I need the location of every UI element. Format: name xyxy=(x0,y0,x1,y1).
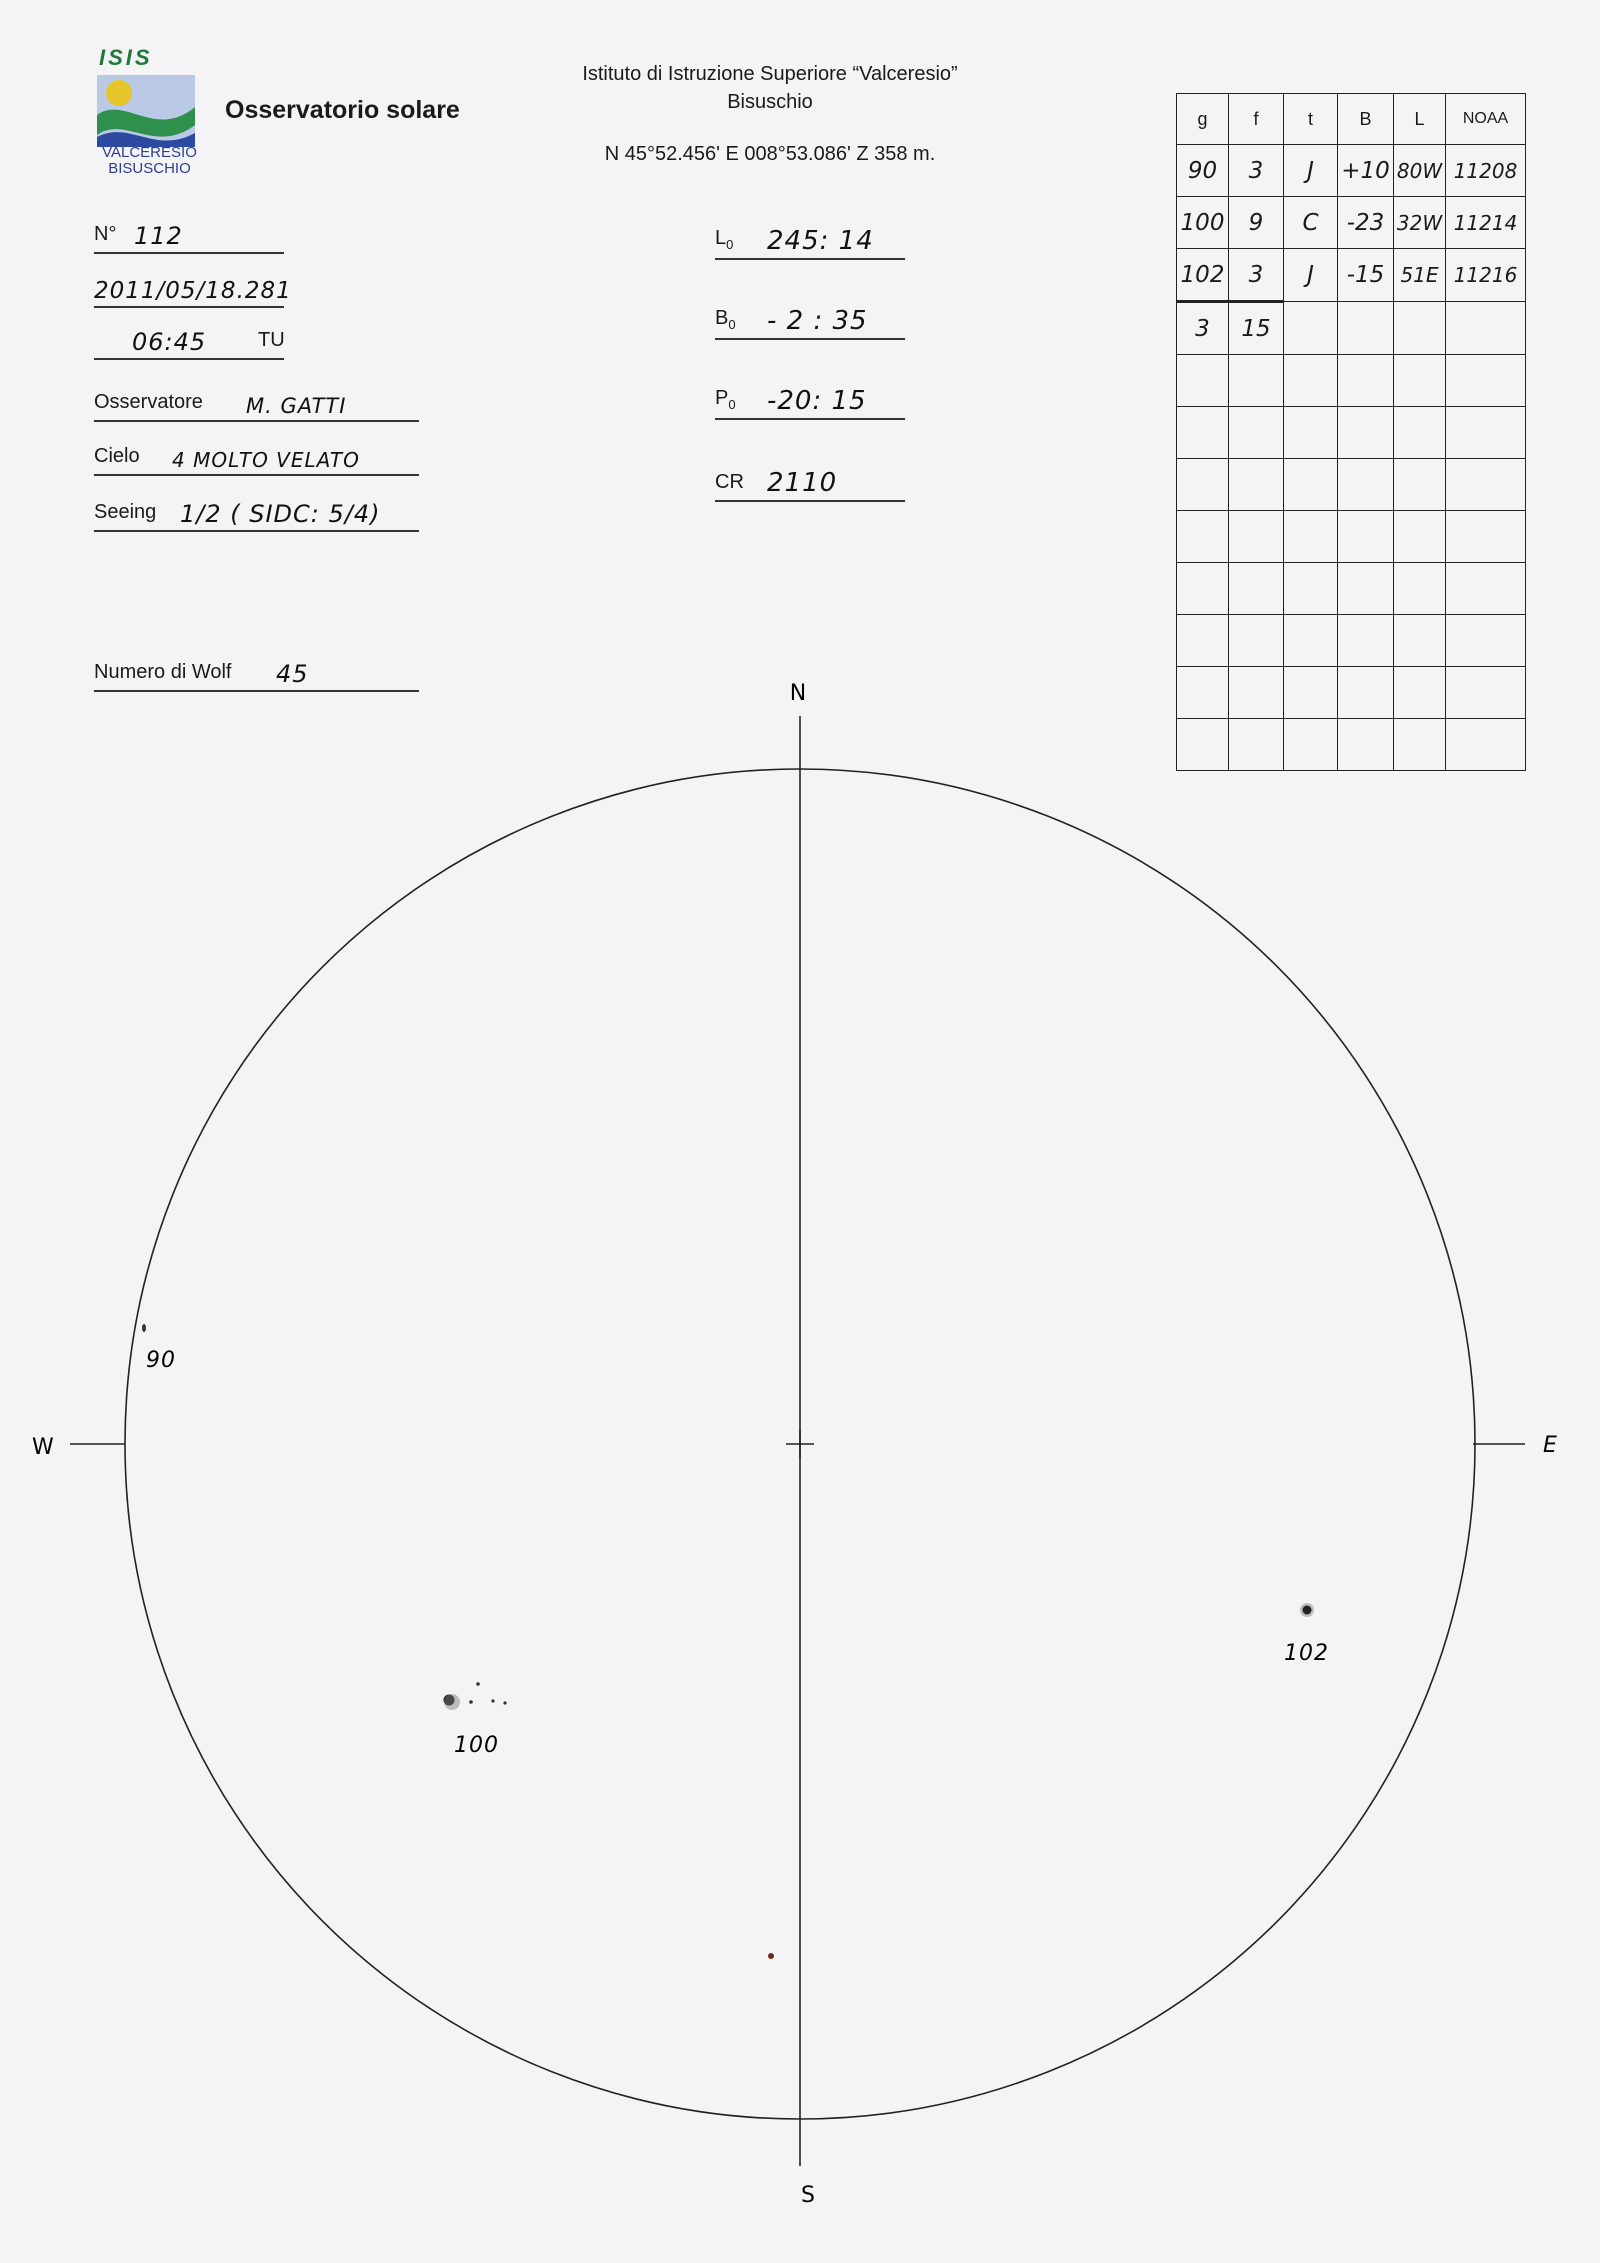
south-label: S xyxy=(801,2183,815,2208)
table-cell: 15 xyxy=(1229,302,1284,355)
table-cell: 3 xyxy=(1229,249,1284,302)
spot-mark xyxy=(768,1953,774,1959)
sky-label: Cielo xyxy=(94,445,140,467)
logo-line2: BISUSCHIO xyxy=(108,160,191,177)
sunspot-group-90 xyxy=(142,1324,146,1332)
table-cell: -15 xyxy=(1338,249,1394,302)
table-cell: 3 xyxy=(1229,145,1284,197)
table-cell: 11214 xyxy=(1446,197,1526,249)
table-cell: 11216 xyxy=(1446,249,1526,302)
sky-value: 4 MOLTO VELATO xyxy=(172,448,360,472)
sunspot-group-102 xyxy=(1300,1603,1314,1617)
table-cell: 90 xyxy=(1177,145,1229,197)
seeing-value: 1/2 ( SIDC: 5/4) xyxy=(180,500,381,528)
B0-value: - 2 : 35 xyxy=(767,306,868,336)
wolf-label: Numero di Wolf xyxy=(94,661,232,683)
table-cell: J xyxy=(1284,145,1338,197)
table-cell: 80W xyxy=(1394,145,1446,197)
number-label: N° xyxy=(94,223,117,245)
group-102-label: 102 xyxy=(1284,1641,1329,1666)
number-value: 112 xyxy=(134,222,183,250)
logo-line1: VALCERESIO xyxy=(102,144,197,161)
table-cell: 32W xyxy=(1394,197,1446,249)
table-cell: 3 xyxy=(1177,302,1229,355)
institute-name: Istituto di Istruzione Superiore “Valceresio” xyxy=(582,63,958,85)
north-label: N xyxy=(789,681,807,706)
table-cell: J xyxy=(1284,249,1338,302)
observer-label: Osservatore xyxy=(94,391,203,413)
CR-label: CR xyxy=(715,471,744,493)
group-90-label: 90 xyxy=(146,1348,176,1373)
seeing-label: Seeing xyxy=(94,501,157,523)
column-header-NOAA: NOAA xyxy=(1446,94,1526,145)
sunspot-group-100 xyxy=(444,1682,507,1710)
B0-label: $B_0$ xyxy=(715,307,736,332)
table-cell: 11208 xyxy=(1446,145,1526,197)
time-value: 06:45 xyxy=(132,328,207,356)
table-cell: +10 xyxy=(1338,145,1394,197)
west-label: W xyxy=(32,1435,54,1460)
column-header-g: g xyxy=(1177,94,1229,145)
date-value: 2011/05/18.281 xyxy=(94,278,292,304)
column-header-B: B xyxy=(1338,94,1394,145)
time-unit: TU xyxy=(258,329,285,351)
group-100-label: 100 xyxy=(454,1733,499,1758)
table-cell: 102 xyxy=(1177,249,1229,302)
P0-value: -20: 15 xyxy=(767,386,867,416)
L0-label: $L_0$ xyxy=(715,227,734,252)
P0-label: $P_0$ xyxy=(715,387,736,412)
observatory-title: Osservatorio solare xyxy=(225,96,460,124)
wolf-value: 45 xyxy=(276,660,309,688)
table-cell: 100 xyxy=(1177,197,1229,249)
east-label: E xyxy=(1543,1433,1557,1458)
column-header-f: f xyxy=(1229,94,1284,145)
L0-value: 245: 14 xyxy=(767,226,874,256)
table-cell: C xyxy=(1284,197,1338,249)
table-cell: -23 xyxy=(1338,197,1394,249)
logo-top-text: ISIS xyxy=(99,45,153,70)
table-cell: 51E xyxy=(1394,249,1446,302)
column-header-L: L xyxy=(1394,94,1446,145)
column-header-t: t xyxy=(1284,94,1338,145)
table-cell: 9 xyxy=(1229,197,1284,249)
site-coordinates: N 45°52.456' E 008°53.086' Z 358 m. xyxy=(604,143,936,165)
CR-value: 2110 xyxy=(767,468,838,498)
institute-town: Bisuschio xyxy=(727,91,813,113)
observer-value: M. GATTI xyxy=(246,394,347,418)
